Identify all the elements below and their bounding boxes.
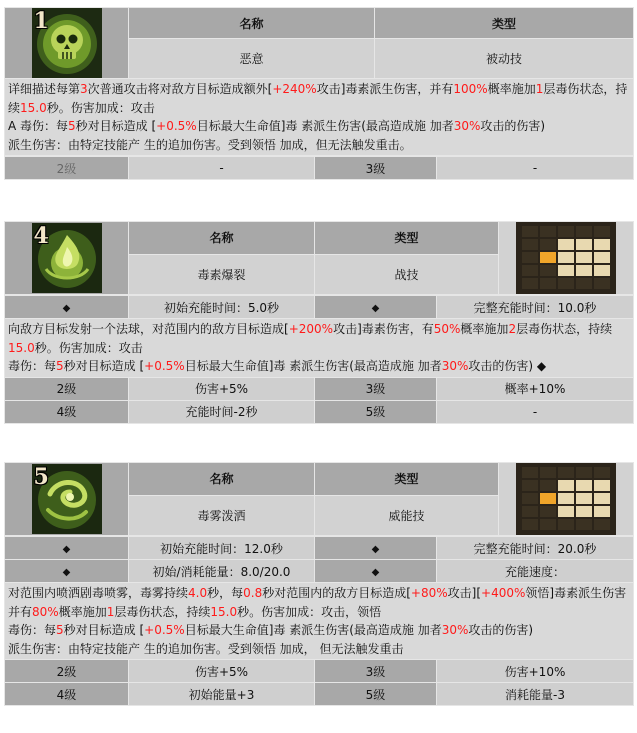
highlight-value: 100% [453,82,488,96]
grid-cell [540,519,556,530]
level-effect: 消耗能量-3 [437,683,634,706]
name-header: 名称 [129,222,315,255]
level-label: 3级 [315,660,437,683]
highlight-value: 30% [453,119,481,133]
level-label: 4级 [5,400,129,423]
diamond-icon: ◆ [315,296,437,319]
grid-cell [594,480,610,491]
grid-cell [576,239,592,250]
level-row [5,157,634,180]
diamond-icon: ◆ [5,296,129,319]
level-effect: - [437,157,634,180]
grid-cell [540,226,556,237]
grid-cell [522,226,538,237]
stat-row [5,560,634,583]
grid-cell [540,265,556,276]
description-line: 毒伤：每5秒对目标造成 [+0.5%目标最大生命值]毒 素派生伤害(最高造成施 加者30%攻击的伤害) [8,623,534,637]
grid-cell [540,493,556,504]
highlight-value: +240% [272,82,317,96]
diamond-icon: ◆ [315,560,437,583]
grid-cell [558,226,574,237]
level-effect: 概率+10% [437,377,634,400]
level-row [5,400,634,423]
highlight-value: 30% [441,359,469,373]
type-header: 类型 [315,222,499,255]
skill-icon-cell [5,463,129,536]
highlight-value: 15.0 [20,100,47,115]
grid-cell [540,467,556,478]
level-effect: 伤害+5% [129,660,315,683]
description-line: 对范围内喷洒剧毒喷雾，毒雾持续4.0秒，每0.8秒对范围内的敌方目标造成[+80%攻击][+400%领悟]毒素派生伤害并有80%概率施加1层毒伤状态，持续15.0秒。伤害加成：攻击，领悟 [8,586,627,619]
skill-description [5,79,634,156]
level-effect: 初始能量+3 [129,683,315,706]
range-grid [499,463,634,536]
grid-cell [576,506,592,517]
grid-cell [576,226,592,237]
grid-cell [522,252,538,263]
grid-cell [594,493,610,504]
stat-row [5,296,634,319]
skill-description [5,319,634,378]
grid-cell [576,467,592,478]
level-label: 2级 [5,660,129,683]
grid-cell [576,278,592,289]
skill-description [5,583,634,660]
range-grid [499,222,634,295]
grid-cell [594,519,610,530]
highlight-value: 15.0 [8,340,35,355]
skill-type: 威能技 [315,495,499,535]
stat-value: 充能速度： [437,560,634,583]
grid-cell [594,226,610,237]
grid-cell [540,506,556,517]
stat-value: 初始充能时间：12.0秒 [129,537,315,560]
grid-cell [594,239,610,250]
stat-row [5,537,634,560]
grid-cell [558,252,574,263]
area-grid-icon [516,463,616,535]
level-effect: 伤害+5% [129,377,315,400]
type-header: 类型 [315,463,499,496]
highlight-value: 1 [535,82,544,96]
level-effect: - [437,400,634,423]
skill-rank-number: 4 [33,223,49,249]
skill-icon-cell [5,8,129,79]
skill-card-2 [4,221,633,424]
level-effect: 充能时间-2秒 [129,400,315,423]
level-effect: - [129,157,315,180]
level-label: 2级 [5,157,129,180]
description-line: 派生伤害：由特定技能产 生的追加伤害。受到领悟 加成，但无法触发重击。 [8,137,412,152]
highlight-value: +0.5% [144,359,185,373]
skill-rank-number: 1 [33,8,49,34]
grid-cell [576,519,592,530]
description-line: 向敌方目标发射一个法球，对范围内的敌方目标造成[+200%攻击]毒素伤害，有50%概率施加2层毒伤状态，持续15.0秒。伤害加成：攻击 [8,322,613,355]
poison-burst-icon [32,223,102,293]
grid-cell [522,519,538,530]
skill-type: 战技 [315,254,499,294]
grid-cell [522,265,538,276]
grid-cell [558,480,574,491]
diamond-icon: ◆ [315,537,437,560]
skill-name: 恶意 [129,39,375,79]
level-effect: 伤害+10% [437,660,634,683]
description-line: 详细描述每第3次普通攻击将对敌方目标造成额外[+240%攻击]毒素派生伤害，并有100%概率施加1层毒伤状态，持续15.0秒。伤害加成：攻击 [8,82,628,115]
highlight-value: +80% [410,586,448,600]
grid-cell [522,493,538,504]
grid-cell [594,265,610,276]
highlight-value: 80% [32,604,59,619]
grid-cell [576,493,592,504]
level-label: 5级 [315,683,437,706]
grid-cell [558,519,574,530]
grid-cell [522,506,538,517]
highlight-value: 15.0 [210,604,238,619]
grid-cell [576,265,592,276]
highlight-value: 4.0 [188,586,208,600]
skill-type: 被动技 [375,39,634,79]
grid-cell [558,278,574,289]
highlight-value: +400% [481,586,526,600]
grid-cell [522,278,538,289]
grid-cell [540,480,556,491]
grid-cell [576,252,592,263]
level-row [5,660,634,683]
grid-cell [522,480,538,491]
skull-poison-icon [32,8,102,78]
highlight-value: +0.5% [144,623,185,637]
grid-cell [522,467,538,478]
skill-name: 毒雾泼洒 [129,495,315,535]
description-line: 派生伤害：由特定技能产 生的追加伤害。受到领悟 加成， 但无法触发重击 [8,641,404,656]
grid-cell [540,278,556,289]
grid-cell [558,493,574,504]
name-header: 名称 [129,8,375,39]
name-header: 名称 [129,463,315,496]
level-row [5,377,634,400]
grid-cell [594,278,610,289]
level-label: 3级 [315,157,437,180]
grid-cell [540,252,556,263]
highlight-value: 2 [508,322,517,336]
highlight-value: 30% [441,623,469,637]
highlight-value: 0.8 [243,586,263,600]
highlight-value: +0.5% [156,119,197,133]
level-label: 2级 [5,377,129,400]
stat-value: 初始充能时间：5.0秒 [129,296,315,319]
highlight-value: 5 [68,119,76,133]
grid-cell [558,239,574,250]
type-header: 类型 [375,8,634,39]
diamond-icon: ◆ [5,537,129,560]
grid-cell [558,506,574,517]
level-label: 4级 [5,683,129,706]
grid-cell [558,467,574,478]
highlight-value: 50% [433,322,461,336]
grid-cell [558,265,574,276]
poison-mist-icon [32,464,102,534]
level-row [5,683,634,706]
description-line: A 毒伤：每5秒对目标造成 [+0.5%目标最大生命值]毒 素派生伤害(最高造成施 加者30%攻击的伤害) [8,119,546,133]
grid-cell [594,252,610,263]
stat-value: 初始/消耗能量：8.0/20.0 [129,560,315,583]
diamond-icon: ◆ [5,560,129,583]
highlight-value: 3 [80,82,88,96]
skill-icon-cell [5,222,129,295]
skill-card-1 [4,7,633,180]
stat-value: 完整充能时间：20.0秒 [437,537,634,560]
area-grid-icon [516,222,616,294]
grid-cell [522,239,538,250]
skill-rank-number: 5 [33,464,49,490]
grid-cell [594,467,610,478]
stat-value: 完整充能时间：10.0秒 [437,296,634,319]
level-label: 3级 [315,377,437,400]
highlight-value: +200% [288,322,334,336]
highlight-value: 5 [56,359,64,373]
level-label: 5级 [315,400,437,423]
grid-cell [540,239,556,250]
skill-name: 毒素爆裂 [129,254,315,294]
highlight-value: 5 [56,623,64,637]
description-line: 毒伤：每5秒对目标造成 [+0.5%目标最大生命值]毒 素派生伤害(最高造成施 加者30%攻击的伤害) ◆ [8,359,547,373]
grid-cell [594,506,610,517]
skill-card-3 [4,462,633,706]
grid-cell [576,480,592,491]
highlight-value: 1 [106,604,115,619]
